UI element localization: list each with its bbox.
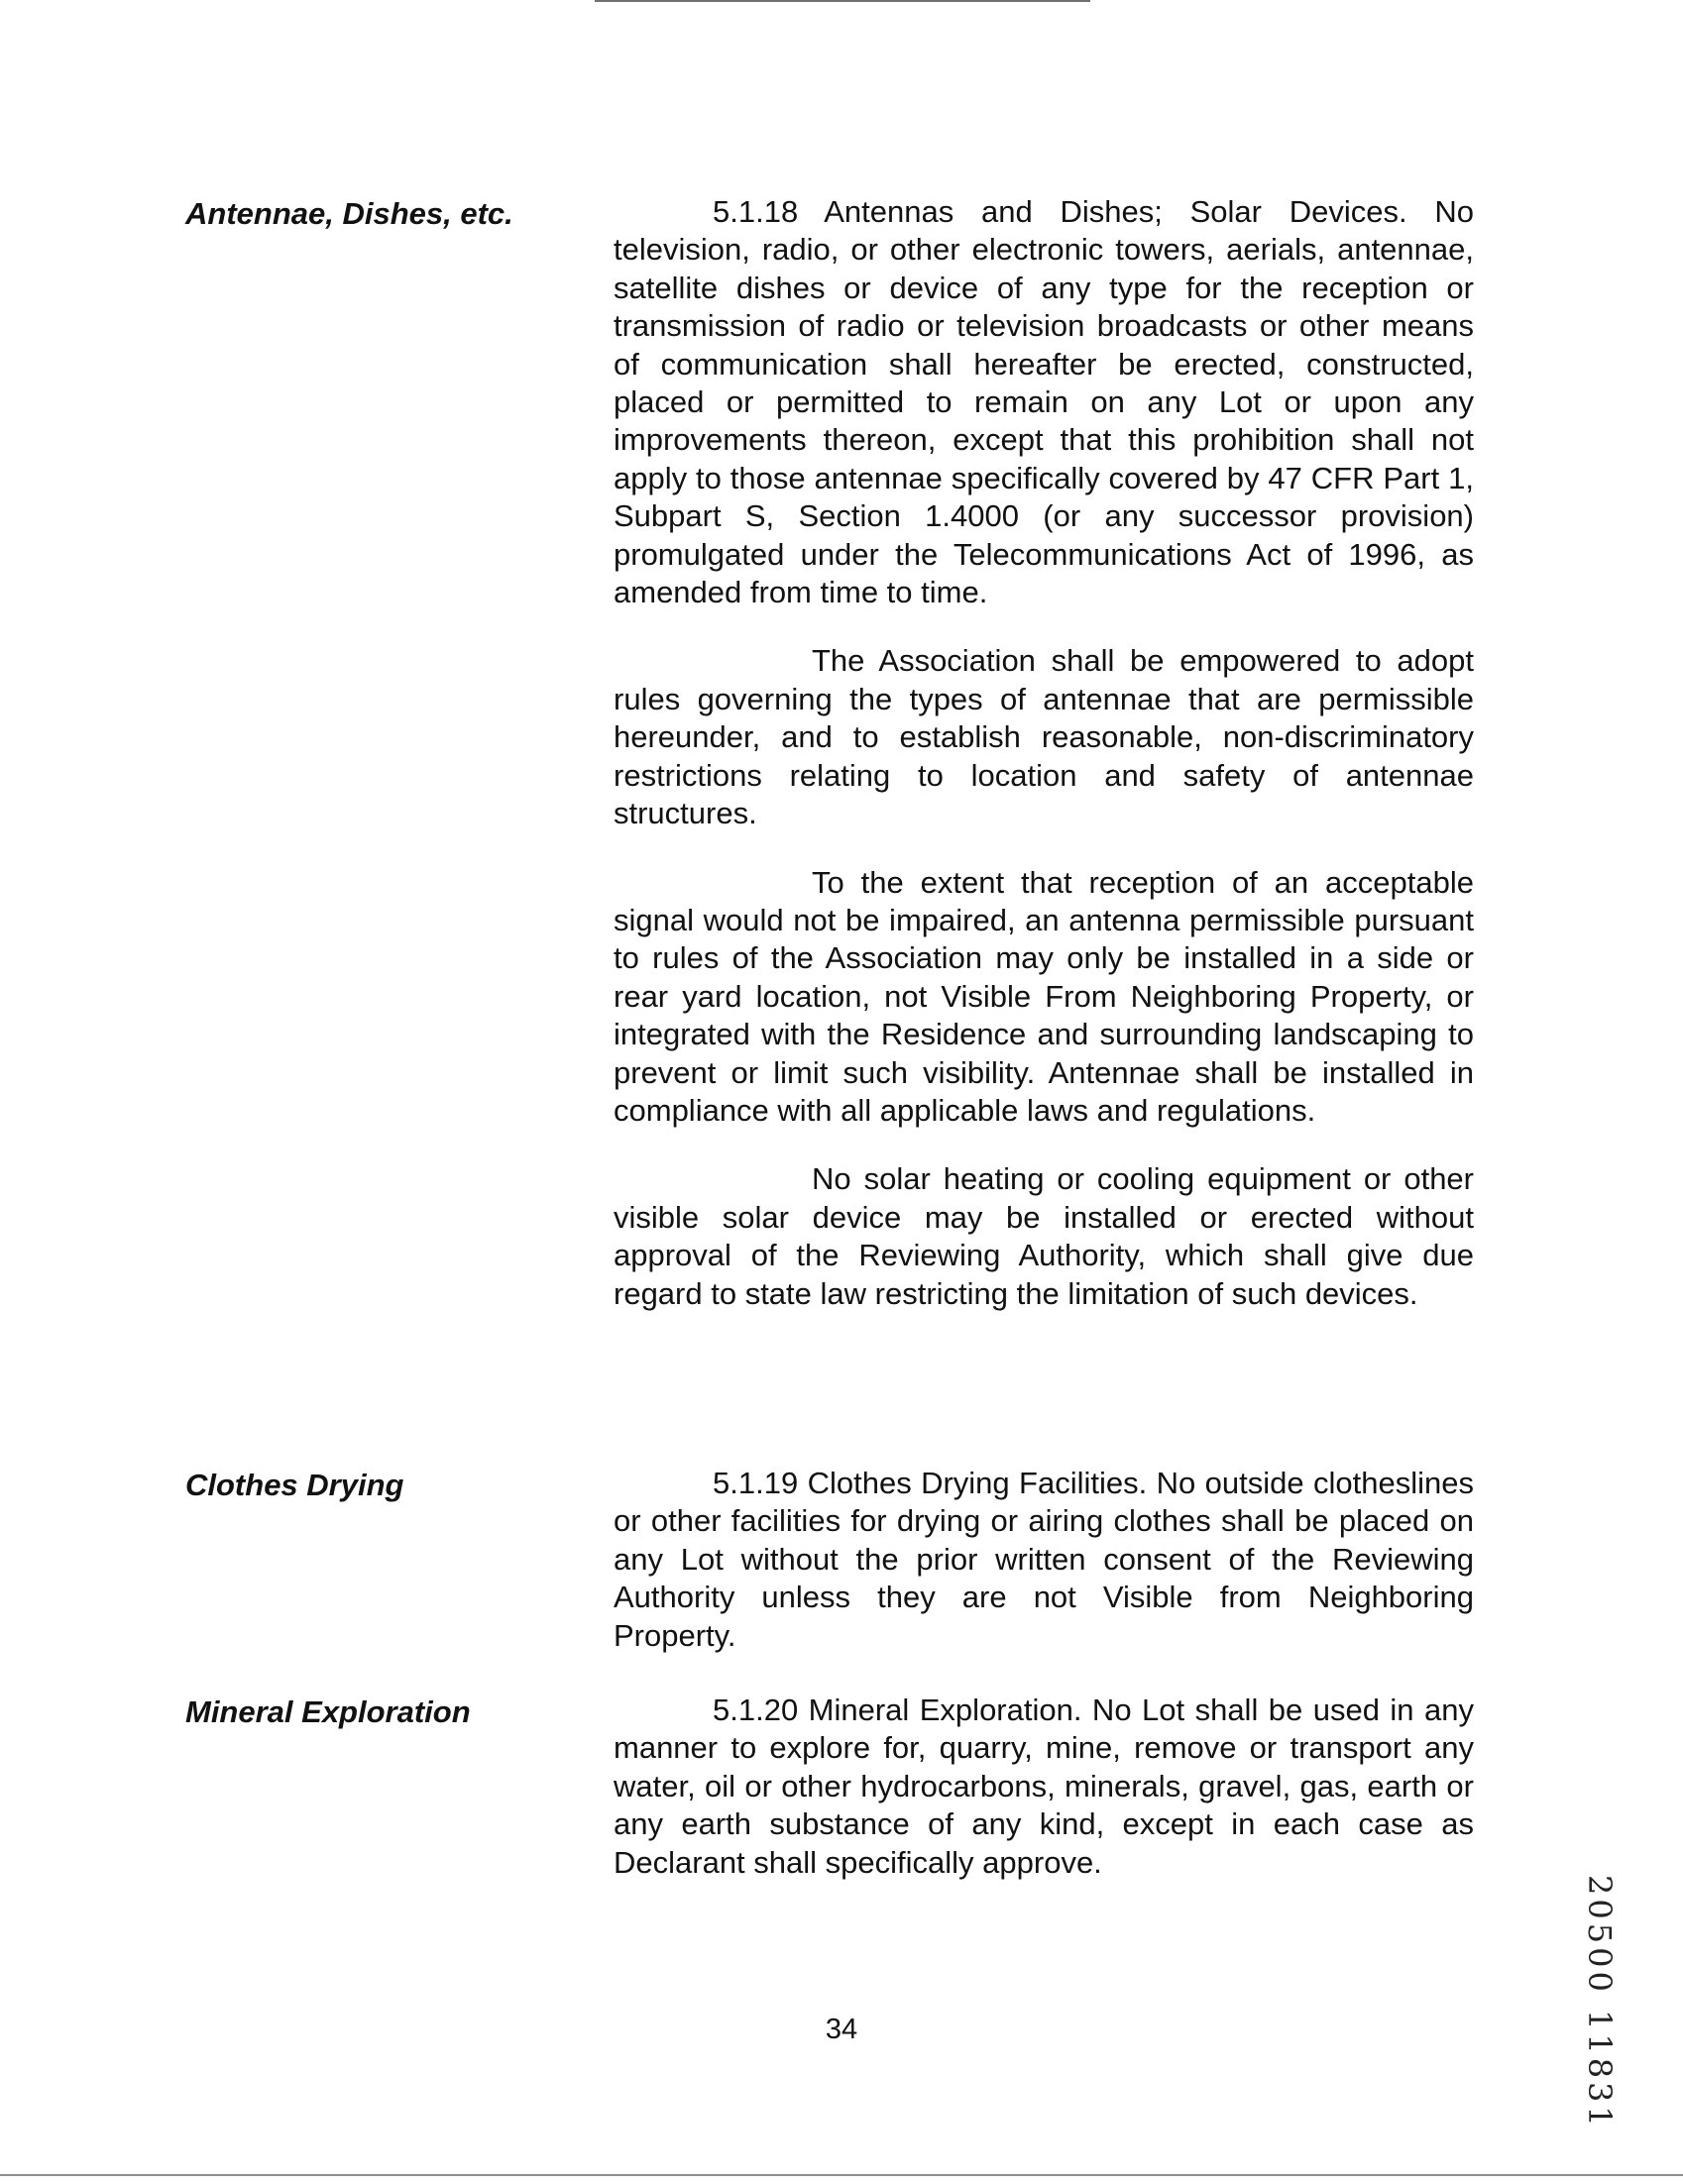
- page-number: 34: [825, 2014, 858, 2045]
- recording-stamp: 20500 11831: [1581, 1875, 1619, 2130]
- section-5-1-18: [614, 193, 1474, 1313]
- paragraph-5-1-18: 5.1.18 Antennas and Dishes; Solar Devices. No television, radio, or other electronic towers, aerials, antennae, satellite dishes or device of any type for the reception or transmission of radio or television broadcasts or other means of communication shall hereafter be erected, constructed, placed or permitted to remain on any Lot or upon any improvements thereon, except that this prohibition shall not apply to those antennae specifically covered by 47 CFR Part 1, Subpart S, Section 1.4000 (or any successor provision) promulgated under the Telecommunications Act of 1996, as amended from time to time.: [614, 194, 1474, 610]
- paragraph-association-rules: The Association shall be empowered to adopt rules governing the types of antennae that are permissible hereunder, and to establish reasonable, non-discriminatory restrictions relating to location and safety of antennae structures.: [614, 643, 1474, 831]
- section-5-1-19: [614, 1465, 1474, 1655]
- heading-antennae: Antennae, Dishes, etc.: [185, 196, 513, 231]
- heading-clothes-drying: Clothes Drying: [185, 1468, 404, 1502]
- section-5-1-20: [614, 1692, 1474, 1882]
- paragraph-antenna-location: To the extent that reception of an acceptable signal would not be impaired, an antenna permissible pursuant to rules of the Association may only be installed in a side or rear yard location, not Visible From Neighboring Property, or integrated with the Residence and surrounding landscaping to prevent or limit such visibility. Antennae shall be installed in compliance with all applicable laws and regulations.: [614, 864, 1474, 1128]
- scan-edge-bottom: [0, 2174, 1683, 2176]
- heading-mineral-exploration: Mineral Exploration: [185, 1694, 471, 1729]
- scan-edge-top: [595, 0, 1090, 2]
- paragraph-5-1-19: 5.1.19 Clothes Drying Facilities. No outside clotheslines or other facilities for drying or airing clothes shall be placed on any Lot without the prior written consent of the Reviewing Authority unless they are not Visible from Neighboring Property.: [614, 1466, 1474, 1653]
- paragraph-5-1-20: 5.1.20 Mineral Exploration. No Lot shall be used in any manner to explore for, quarry, mine, remove or transport any water, oil or other hydrocarbons, minerals, gravel, gas, earth or any earth substance of any kind, except in each case as Declarant shall specifically approve.: [614, 1693, 1474, 1880]
- paragraph-solar-devices: No solar heating or cooling equipment or other visible solar device may be installed or erected without approval of the Reviewing Authority, which shall give due regard to state law restricting the limitation of such devices.: [614, 1161, 1474, 1311]
